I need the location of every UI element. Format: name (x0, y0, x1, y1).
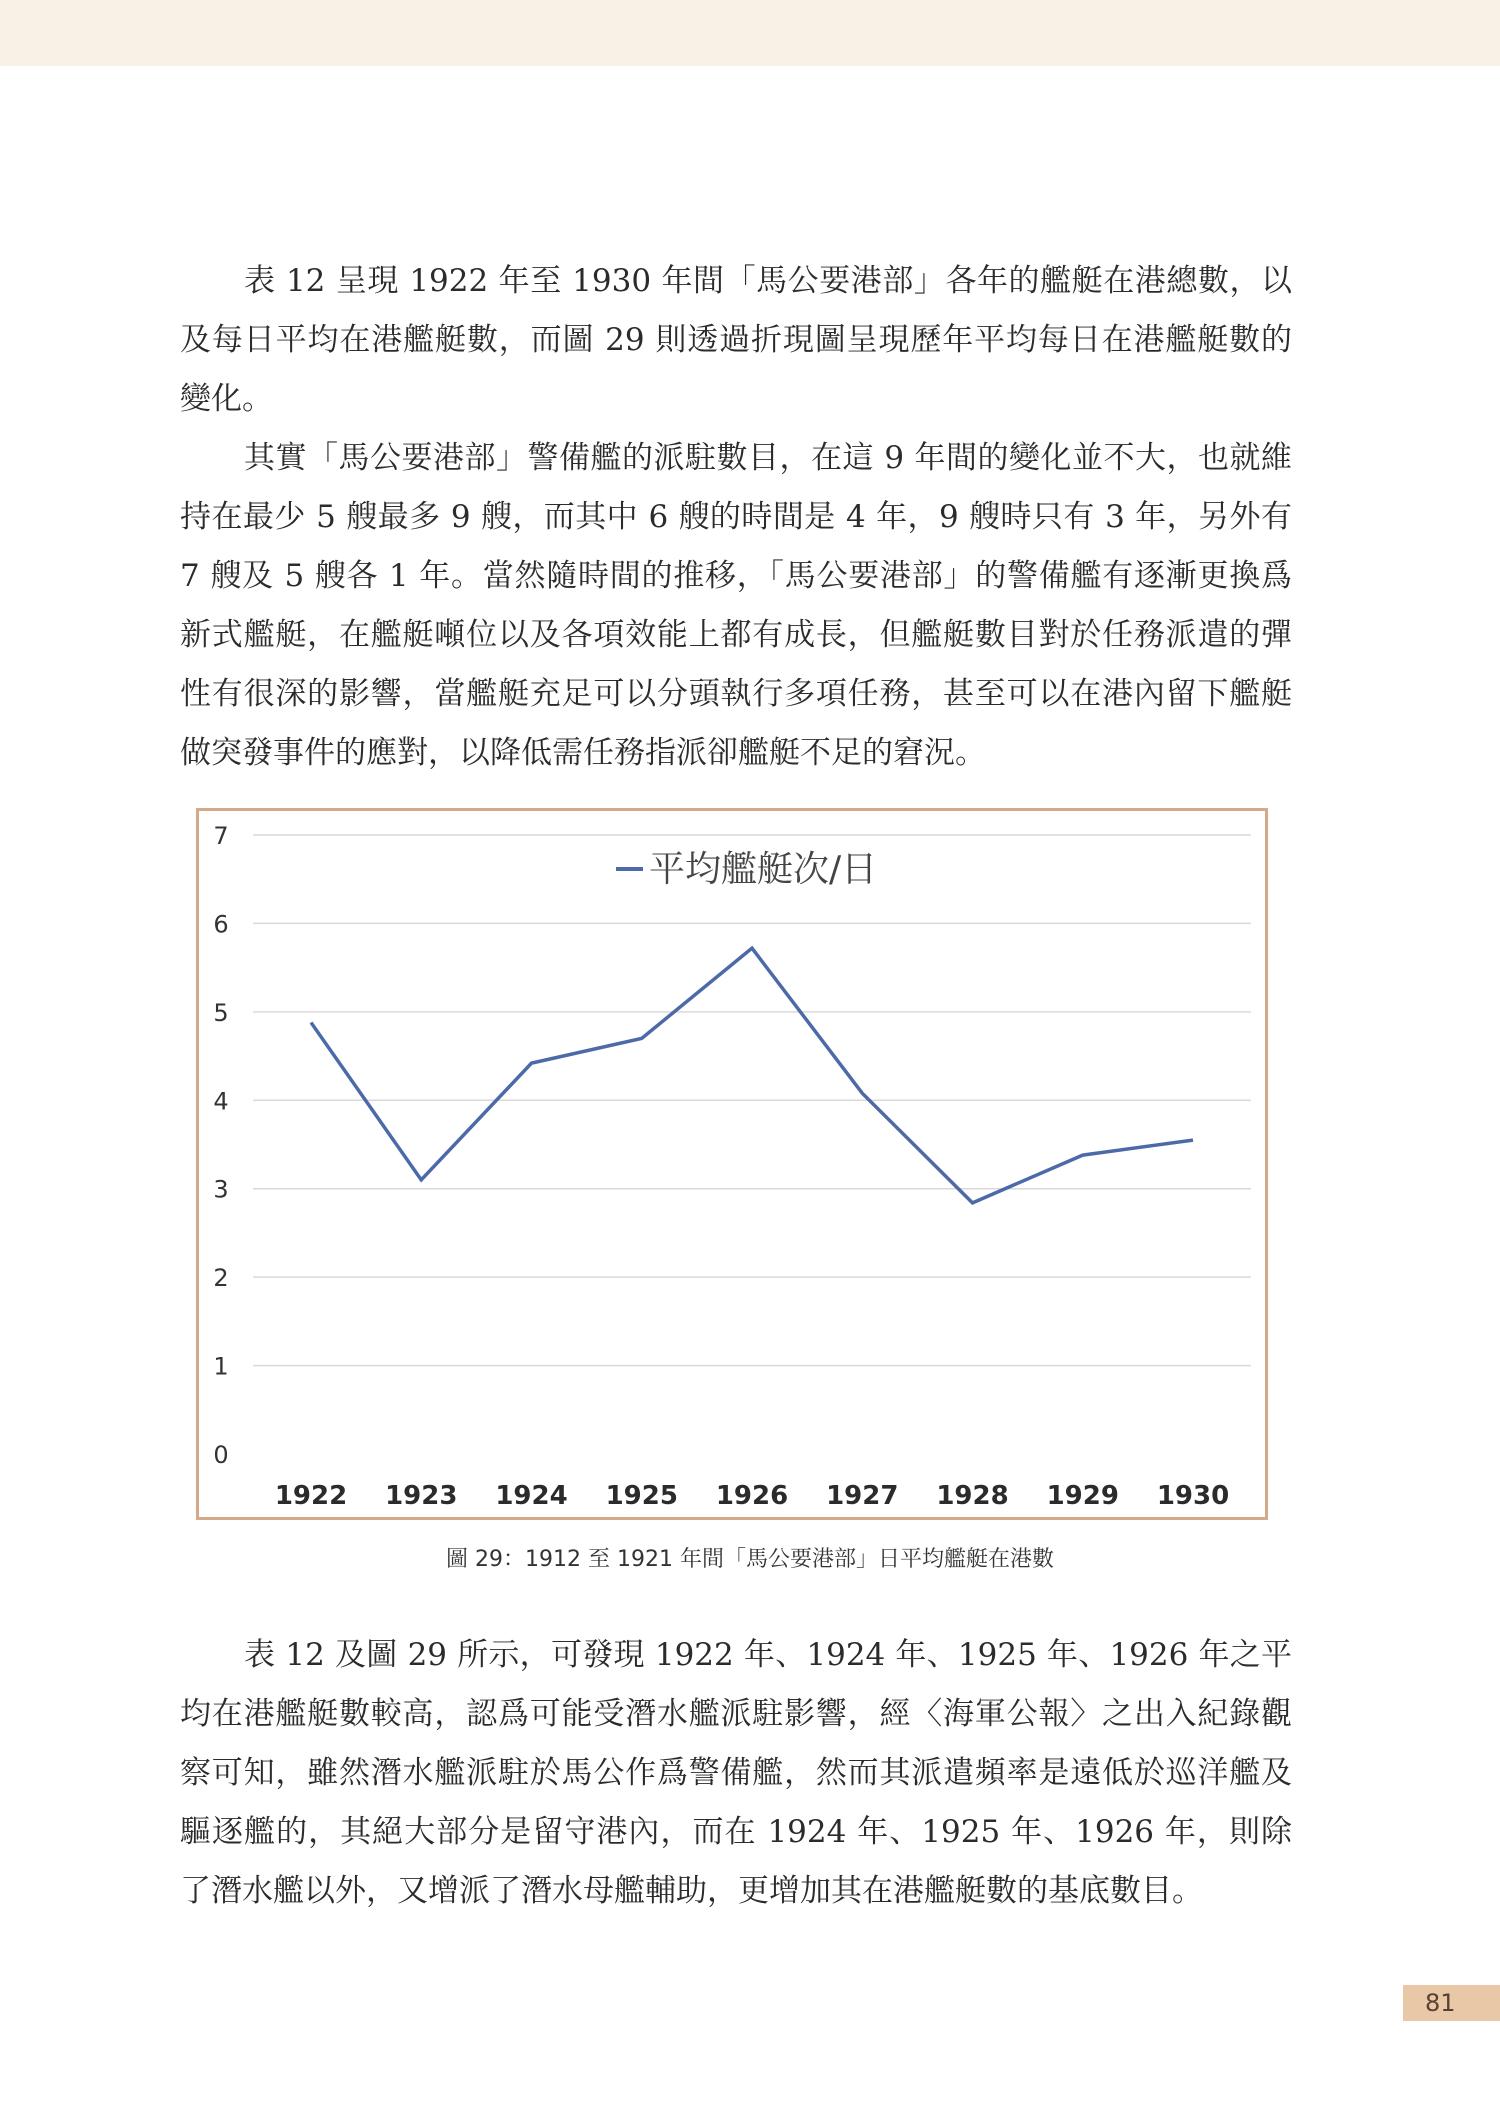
page-number: 81 (1403, 1985, 1500, 2021)
figure-caption: 圖 29：1912 至 1921 年間「馬公要港部」日平均艦艇在港數 (446, 1547, 1054, 1572)
y-tick-label-1: 1 (213, 1352, 229, 1381)
y-tick-label-7: 7 (213, 822, 229, 850)
y-tick-label-2: 2 (213, 1264, 229, 1293)
x-tick-label-1930: 1930 (1156, 1481, 1230, 1511)
x-tick-label-1929: 1929 (1046, 1481, 1119, 1511)
y-tick-label-4: 4 (213, 1087, 229, 1116)
x-tick-label-1924: 1924 (495, 1481, 568, 1511)
y-tick-label-6: 6 (213, 910, 229, 939)
paragraph-2: 其實「馬公要港部」警備艦的派駐數目，在這 9 年間的變化並不大，也就維持在最少 5 艘最多 9 艘，而其中 6 艘的時間是 4 年，9 艘時只有 3 年，另外有 7 艘及 5 艘各 1 年。當然隨時間的推移，「馬公要港部」的警備艦有逐漸更換爲新式艦艇，在艦艇噸位以及各項效能上都有成長，但艦艇數目對於任務派遣的彈性有很深的影響，當艦艇充足可以分頭執行多項任務，甚至可以在港內留下艦艇做突發事件的應對，以降低需任務指派卻艦艇不足的窘況。 (180, 440, 1292, 771)
series-line-0 (311, 948, 1193, 1203)
legend-label: 平均艦艇次/日 (649, 849, 878, 890)
paragraph-3: 表 12 及圖 29 所示，可發現 1922 年、1924 年、1925 年、1926 年之平均在港艦艇數較高，認爲可能受潛水艦派駐影響，經〈海軍公報〉之出入紀錄觀察可知，雖然潛水艦派駐於馬公作爲警備艦，然而其派遣頻率是遠低於巡洋艦及驅逐艦的，其絕大部分是留守港內，而在 1924 年、1925 年、1926 年，則除了潛水艦以外，又增派了潛水母艦輔助，更增加其在港艦艇數的基底數目。 (180, 1637, 1292, 1909)
line-chart (199, 811, 1265, 1517)
y-tick-label-3: 3 (213, 1175, 229, 1204)
x-tick-label-1925: 1925 (605, 1481, 678, 1511)
paragraph-1: 表 12 呈現 1922 年至 1930 年間「馬公要港部」各年的艦艇在港總數，以及每日平均在港艦艇數，而圖 29 則透過折現圖呈現歷年平均每日在港艦艇數的變化。 (180, 263, 1292, 417)
line-chart-frame (196, 808, 1268, 1520)
y-tick-label-5: 5 (213, 998, 229, 1027)
y-tick-label-0: 0 (213, 1441, 229, 1469)
x-tick-label-1922: 1922 (274, 1481, 348, 1511)
x-tick-label-1927: 1927 (826, 1481, 899, 1511)
x-tick-label-1926: 1926 (715, 1481, 789, 1511)
x-tick-label-1928: 1928 (936, 1481, 1009, 1511)
page-header-band (0, 0, 1500, 66)
x-tick-label-1923: 1923 (385, 1481, 458, 1511)
